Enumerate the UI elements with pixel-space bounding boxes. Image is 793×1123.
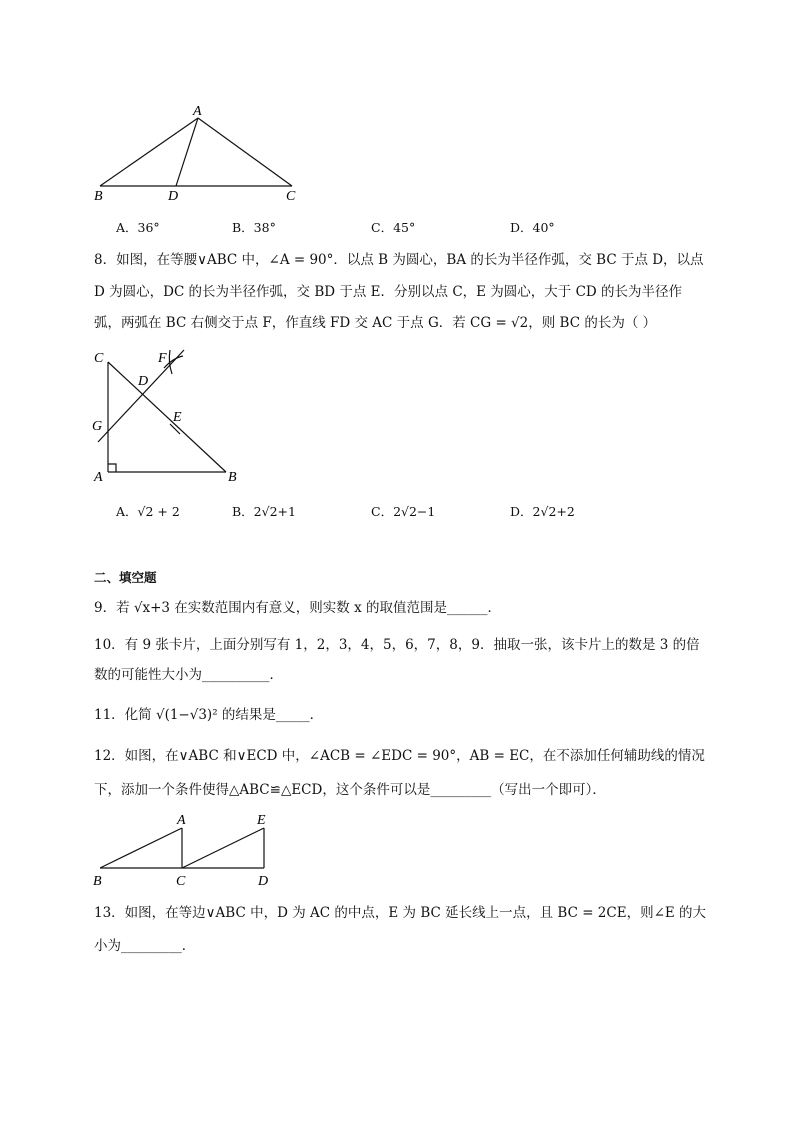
q7-option-b: B．38° [232,220,276,235]
q12-label-b: B [93,874,102,889]
q7-label-d: D [168,189,179,204]
q8-option-b: B．2√2+1 [232,504,296,519]
q7-label-b: B [94,189,103,204]
q8-text-line2: D 为圆心，DC 的长为半径作弧，交 BD 于点 E．分别以点 C，E 为圆心，大于 CD 的长为半径作 [94,284,683,300]
q7-option-a: A．36° [116,220,160,235]
q12-label-a: A [177,813,186,828]
q12-triangles-figure [88,808,278,890]
q12-label-e: E [257,813,266,828]
q11-text: 11．化简 √(1−√3)² 的结果是_____． [94,707,324,723]
q7-label-a: A [193,104,202,119]
q8-label-c: C [94,351,104,366]
q8-option-a: A．√2 + 2 [116,504,180,519]
q8-option-d: D．2√2+2 [510,504,575,519]
q13-text-line1: 13．如图，在等边∨ABC 中，D 为 AC 的中点，E 为 BC 延长线上一点，且 BC = 2CE，则∠E 的大 [94,905,707,921]
q12-text-line1: 12．如图，在∨ABC 和∨ECD 中，∠ACB = ∠EDC = 90°，AB = EC，在不添加任何辅助线的情况 [94,748,705,764]
q8-label-e: E [173,410,182,425]
q8-text-line3: 弧，两弧在 BC 右侧交于点 F，作直线 FD 交 AC 于点 G．若 CG = √2，则 BC 的长为（ ） [94,315,657,331]
q8-label-d: D [138,374,149,389]
section-title-fill-in: 二、填空题 [94,570,157,585]
q10-text-line1: 10．有 9 张卡片，上面分别写有 1，2，3，4，5，6，7，8，9．抽取一张，该卡片上的数是 3 的倍 [94,637,700,653]
q8-option-c: C．2√2−1 [371,504,436,519]
q12-label-c: C [176,874,186,889]
q8-label-g: G [92,419,103,434]
q7-option-d: D．40° [510,220,555,235]
q12-label-d: D [258,874,269,889]
q7-triangle-figure [90,100,310,204]
q8-text-line1: 8．如图，在等腰∨ABC 中，∠A = 90°．以点 B 为圆心，BA 的长为半径作弧，交 BC 于点 D，以点 [94,252,704,268]
q8-label-f: F [158,351,167,366]
q8-construction-figure [88,344,258,486]
q8-label-a: A [94,470,103,485]
q8-label-b: B [228,470,237,485]
q7-label-c: C [286,189,296,204]
q12-text-line2: 下，添加一个条件使得△ABC≌△ECD，这个条件可以是_________（写出一个即可）． [94,782,606,798]
q10-text-line2: 数的可能性大小为__________． [94,667,283,683]
q13-text-line2: 小为_________． [94,938,196,954]
q9-text: 9．若 √x+3 在实数范围内有意义，则实数 x 的取值范围是______． [94,600,501,616]
q7-option-c: C．45° [371,220,416,235]
